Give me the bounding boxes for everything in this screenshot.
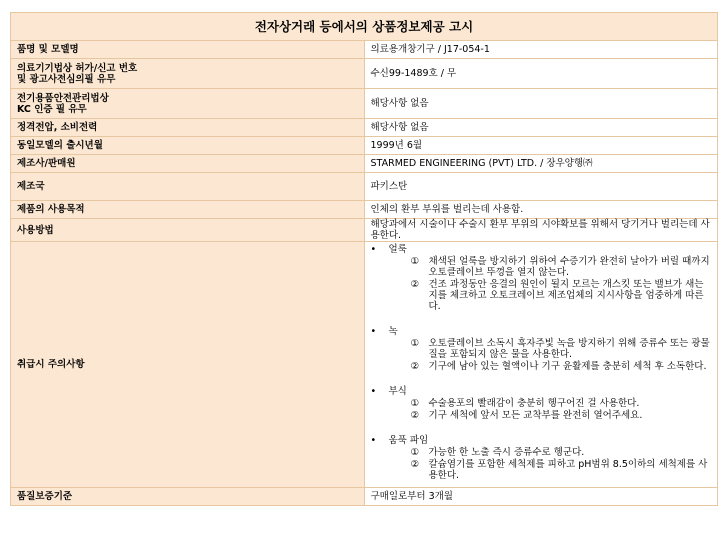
- quality-warranty-label: 품질보증기준: [11, 488, 365, 506]
- product-name-model-value: 의료용개창기구 / J17-054-1: [364, 41, 718, 59]
- usage-method-value: 해당과에서 시술이나 수술시 환부 부위의 시야확보를 위해서 당기거나 벌리는데 사용한다.: [364, 219, 718, 242]
- precaution-item: [411, 447, 712, 458]
- usage-method-label: 사용방법: [11, 219, 365, 242]
- precaution-heading: 얼룩: [388, 244, 407, 255]
- manufacturer-seller-row: [11, 155, 718, 173]
- intended-use-row: [11, 201, 718, 219]
- rated-voltage-power-row: [11, 119, 718, 137]
- precaution-heading: 움푹 파임: [388, 435, 429, 446]
- precaution-heading: 녹: [388, 326, 398, 337]
- medical-device-permit-label: 의료기기법상 허가/신고 번호 및 광고사전심의필 유무: [11, 59, 365, 89]
- precaution-item: [411, 256, 712, 278]
- quality-warranty-value: 구매일로부터 3개월: [364, 488, 718, 506]
- item-number: ②: [410, 459, 420, 470]
- intended-use-label: 제품의 사용목적: [11, 201, 365, 219]
- release-date-value: 1999년 6월: [364, 137, 718, 155]
- precaution-section: [371, 386, 712, 421]
- precaution-item: [411, 398, 712, 409]
- bullet-icon: •: [370, 326, 377, 337]
- country-of-origin-row: [11, 173, 718, 201]
- precaution-item: [411, 410, 712, 421]
- kc-certification-label: 전기용품안전관리법상 KC 인증 필 유무: [11, 89, 365, 119]
- item-text: 기구 세척에 앞서 모든 교착부를 완전히 열어주세요.: [428, 410, 643, 421]
- product-info-table: [10, 12, 718, 506]
- handling-precautions-row: [11, 242, 718, 488]
- release-date-row: [11, 137, 718, 155]
- quality-warranty-row: [11, 488, 718, 506]
- item-number: ②: [410, 279, 420, 290]
- intended-use-value: 인체의 환부 부위를 벌리는데 사용함.: [364, 201, 718, 219]
- item-text: 건조 과정동안 응결의 원인이 될지 모르는 개스킷 또는 밸브가 새는지를 체크하고 오토크레이브 제조업체의 지시사항을 엄중하게 따른다.: [428, 279, 704, 312]
- kc-certification-row: [11, 89, 718, 119]
- precaution-item: [411, 459, 712, 481]
- medical-device-permit-row: [11, 59, 718, 89]
- manufacturer-seller-label: 제조사/판매원: [11, 155, 365, 173]
- kc-certification-value: 해당사항 없음: [364, 89, 718, 119]
- item-text: 가능한 한 노출 즉시 증류수로 헹군다.: [428, 447, 585, 458]
- product-info-notice: [10, 12, 718, 506]
- product-name-model-row: [11, 41, 718, 59]
- bullet-icon: •: [370, 435, 377, 446]
- precaution-heading: 부식: [388, 386, 407, 397]
- item-text: 수술용포의 빨래감이 충분히 헹구어진 걸 사용한다.: [428, 398, 640, 409]
- notice-title: 전자상거래 등에서의 상품정보제공 고시: [11, 13, 718, 41]
- handling-precautions-value: [364, 242, 718, 488]
- item-text: 오토클레이브 소독시 흑자주빛 녹을 방지하기 위해 증류수 또는 광물질을 포함되지 않은 물을 사용한다.: [428, 338, 710, 360]
- product-name-model-label: 품명 및 모델명: [11, 41, 365, 59]
- bullet-icon: •: [370, 386, 377, 397]
- item-number: ①: [410, 447, 420, 458]
- item-text: 기구에 남아 있는 혈액이나 기구 윤활제를 충분히 세척 후 소독한다.: [428, 361, 707, 372]
- item-number: ①: [410, 398, 420, 409]
- item-text: 칼슘염기를 포함한 세척제를 피하고 pH범위 8.5이하의 세척제를 사용한다.: [428, 459, 708, 481]
- release-date-label: 동일모델의 출시년월: [11, 137, 365, 155]
- precaution-section: [371, 244, 712, 312]
- item-number: ①: [410, 256, 420, 267]
- item-text: 채색된 얼룩을 방지하기 위하여 수증기가 완전히 날아가 버릴 때까지 오토클레이브 뚜껑을 열지 않는다.: [428, 256, 710, 278]
- precaution-section: [371, 326, 712, 372]
- item-number: ②: [410, 361, 420, 372]
- item-number: ②: [410, 410, 420, 421]
- country-of-origin-value: 파키스탄: [364, 173, 718, 201]
- manufacturer-seller-value: STARMED ENGINEERING (PVT) LTD. / 장우양행㈜: [364, 155, 718, 173]
- rated-voltage-power-label: 정격전압, 소비전력: [11, 119, 365, 137]
- handling-precautions-label: 취급시 주의사항: [11, 242, 365, 488]
- usage-method-row: [11, 219, 718, 242]
- country-of-origin-label: 제조국: [11, 173, 365, 201]
- precaution-item: [411, 338, 712, 360]
- medical-device-permit-value: 수신99-1489호 / 무: [364, 59, 718, 89]
- bullet-icon: •: [370, 244, 377, 255]
- precaution-item: [411, 279, 712, 312]
- title-row: [11, 13, 718, 41]
- item-number: ①: [410, 338, 420, 349]
- rated-voltage-power-value: 해당사항 없음: [364, 119, 718, 137]
- precaution-item: [411, 361, 712, 372]
- precaution-section: [371, 435, 712, 481]
